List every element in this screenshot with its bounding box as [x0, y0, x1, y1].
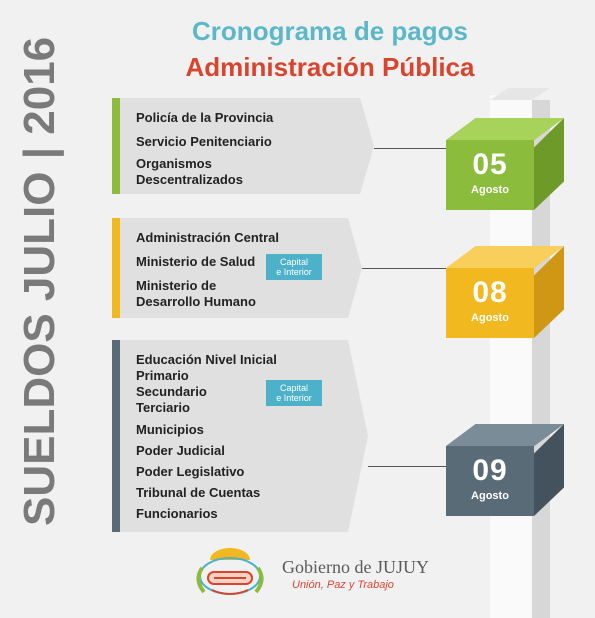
date-month: Agosto: [471, 184, 509, 196]
title-line2: Administración Pública: [185, 52, 475, 82]
tag-line2: e Interior: [276, 267, 312, 277]
list-item: Policía de la Provincia: [136, 110, 274, 125]
list-item: Descentralizados: [136, 172, 243, 187]
group-arrow-1: [360, 98, 374, 194]
group-box-1: [112, 98, 360, 194]
date-cube-2: [446, 268, 534, 338]
date-day: 05: [472, 148, 508, 181]
logo-name: Gobierno de JUJUY: [282, 557, 429, 577]
group-bar-1: [112, 98, 120, 194]
tag-line1: Capital: [279, 257, 308, 267]
list-item: Poder Legislativo: [136, 464, 245, 479]
list-item: Funcionarios: [136, 506, 218, 521]
date-month: Agosto: [471, 312, 509, 324]
region-tag: [266, 380, 322, 406]
tag-line1: Capital: [279, 383, 308, 393]
date-month: Agosto: [471, 490, 509, 502]
list-item: Primario: [136, 368, 189, 383]
date-day: 08: [472, 276, 508, 309]
group-box-2: [112, 218, 348, 318]
date-day: 09: [472, 454, 508, 487]
list-item: Servicio Penitenciario: [136, 134, 272, 149]
logo-emblem: [190, 540, 270, 604]
list-item: Organismos: [136, 156, 212, 171]
group-arrow-3: [348, 340, 368, 532]
title-line1: Cronograma de pagos: [192, 16, 468, 46]
list-item: Educación Nivel Inicial: [136, 352, 277, 367]
connector-2: [362, 268, 446, 269]
region-tag: [266, 254, 322, 280]
group-bar-2: [112, 218, 120, 318]
date-cube-1: [446, 140, 534, 210]
tag-line2: e Interior: [276, 393, 312, 403]
group-box-3: [112, 340, 348, 532]
pillar-top: [490, 88, 550, 100]
group-arrow-2: [348, 218, 362, 318]
list-item: Secundario: [136, 384, 207, 399]
date-cube-3: [446, 446, 534, 516]
list-item: Ministerio de: [136, 278, 217, 293]
list-item: Poder Judicial: [136, 443, 225, 458]
list-item: Ministerio de Salud: [136, 254, 256, 269]
logo-motto: Unión, Paz y Trabajo: [292, 579, 394, 591]
side-title: SUELDOS JULIO | 2016: [15, 36, 64, 526]
list-item: Desarrollo Humano: [136, 294, 256, 309]
connector-3: [368, 466, 446, 467]
connector-1: [374, 148, 446, 149]
list-item: Tribunal de Cuentas: [136, 485, 261, 500]
list-item: Municipios: [136, 422, 204, 437]
group-bar-3: [112, 340, 120, 532]
list-item: Administración Central: [136, 230, 280, 245]
list-item: Terciario: [136, 400, 190, 415]
